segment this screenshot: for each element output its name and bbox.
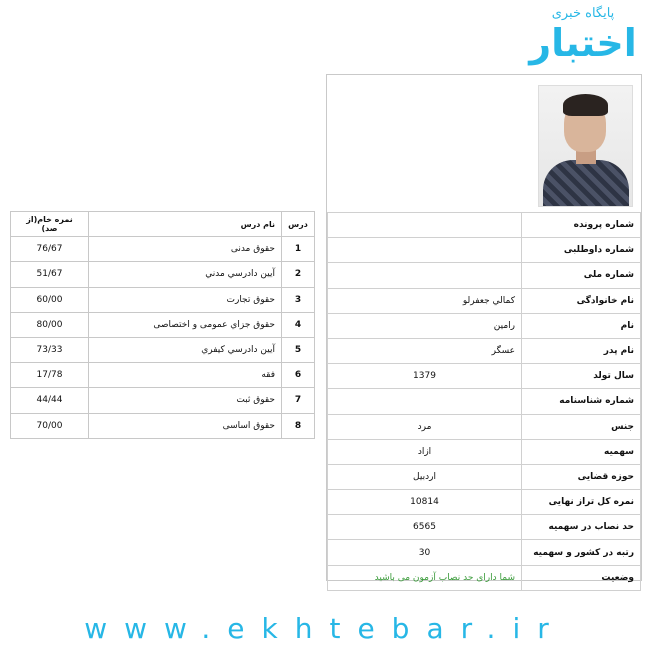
table-row: [328, 313, 641, 338]
table-row: [11, 388, 315, 413]
row-label: حد نصاب در سهمیه: [522, 515, 641, 540]
table-row: [328, 565, 641, 590]
row-value: 6565: [328, 515, 522, 540]
course-number: 4: [282, 312, 315, 337]
table-row: [11, 363, 315, 388]
course-score: 60/00: [11, 287, 89, 312]
table-row: [11, 262, 315, 287]
site-logo: [528, 4, 638, 80]
table-row: [11, 312, 315, 337]
table-row: [328, 464, 641, 489]
table-header-row: [11, 212, 315, 237]
row-value: مرد: [328, 414, 522, 439]
course-name: حقوق مدنی: [89, 237, 282, 262]
course-score: 73/33: [11, 337, 89, 362]
table-row: [328, 490, 641, 515]
row-value: 10814: [328, 490, 522, 515]
table-row: [11, 237, 315, 262]
row-value: رامين: [328, 313, 522, 338]
row-label: شماره شناسنامه: [522, 389, 641, 414]
table-row: [328, 238, 641, 263]
candidate-photo: [538, 85, 633, 207]
row-value: [328, 263, 522, 288]
row-value: کمالي جعفرلو: [328, 288, 522, 313]
course-name: آيين دادرسي كيفري: [89, 337, 282, 362]
logo-tagline: پایگاه خبری: [551, 6, 615, 21]
row-value: [328, 238, 522, 263]
row-label: نام خانوادگی: [522, 288, 641, 313]
table-row: [328, 364, 641, 389]
row-value: 30: [328, 540, 522, 565]
course-score: 17/78: [11, 363, 89, 388]
photo-hair: [563, 94, 608, 116]
course-name: حقوق اساسی: [89, 413, 282, 438]
course-number: 8: [282, 413, 315, 438]
logo-wordmark: اختبار: [529, 21, 637, 65]
status-value: شما دارای حد نصاب آزمون می باشید: [328, 565, 522, 590]
row-label: سهمیه: [522, 439, 641, 464]
table-row: [11, 413, 315, 438]
table-row: [328, 439, 641, 464]
table-row: [328, 389, 641, 414]
row-value: ازاد: [328, 439, 522, 464]
course-score: 80/00: [11, 312, 89, 337]
table-row: [11, 337, 315, 362]
header-raw-score: نمره خام(از صد): [11, 212, 89, 237]
table-row: [328, 414, 641, 439]
course-number: 6: [282, 363, 315, 388]
photo-shirt: [543, 160, 629, 207]
row-label: شماره پرونده: [522, 213, 641, 238]
table-row: [328, 263, 641, 288]
row-label: نام پدر: [522, 338, 641, 363]
course-name: فقه: [89, 363, 282, 388]
candidate-panel: [326, 74, 642, 581]
candidate-info-table: [327, 212, 641, 591]
course-name: آيين دادرسي مدني: [89, 262, 282, 287]
header-course-number: درس: [282, 212, 315, 237]
table-row: [11, 287, 315, 312]
row-label: شماره ملی: [522, 263, 641, 288]
row-value: اردبیل: [328, 464, 522, 489]
course-score: 51/67: [11, 262, 89, 287]
row-label: نام: [522, 313, 641, 338]
course-name: حقوق تجارت: [89, 287, 282, 312]
row-value: 1379: [328, 364, 522, 389]
course-score: 76/67: [11, 237, 89, 262]
row-value: عسگر: [328, 338, 522, 363]
grades-table: [10, 211, 315, 439]
table-row: [328, 540, 641, 565]
row-label: رتبه در کشور و سهمیه: [522, 540, 641, 565]
table-row: [328, 338, 641, 363]
course-number: 7: [282, 388, 315, 413]
table-row: [328, 515, 641, 540]
row-label: جنس: [522, 414, 641, 439]
row-value: [328, 389, 522, 414]
course-score: 70/00: [11, 413, 89, 438]
row-label: حوزه قضایی: [522, 464, 641, 489]
row-label: شماره داوطلبی: [522, 238, 641, 263]
course-number: 3: [282, 287, 315, 312]
table-row: [328, 288, 641, 313]
course-name: حقوق جزاي عمومی و اختصاصی: [89, 312, 282, 337]
course-name: حقوق ثبت: [89, 388, 282, 413]
course-number: 2: [282, 262, 315, 287]
course-number: 5: [282, 337, 315, 362]
table-row: [328, 213, 641, 238]
website-url: www.ekhtebar.ir: [84, 612, 566, 645]
row-label: سال تولد: [522, 364, 641, 389]
row-value: [328, 213, 522, 238]
grades-panel: [10, 74, 315, 579]
course-number: 1: [282, 237, 315, 262]
header-course-name: نام درس: [89, 212, 282, 237]
course-score: 44/44: [11, 388, 89, 413]
row-label: نمره کل تراز نهایی: [522, 490, 641, 515]
row-label: وضعیت: [522, 565, 641, 590]
